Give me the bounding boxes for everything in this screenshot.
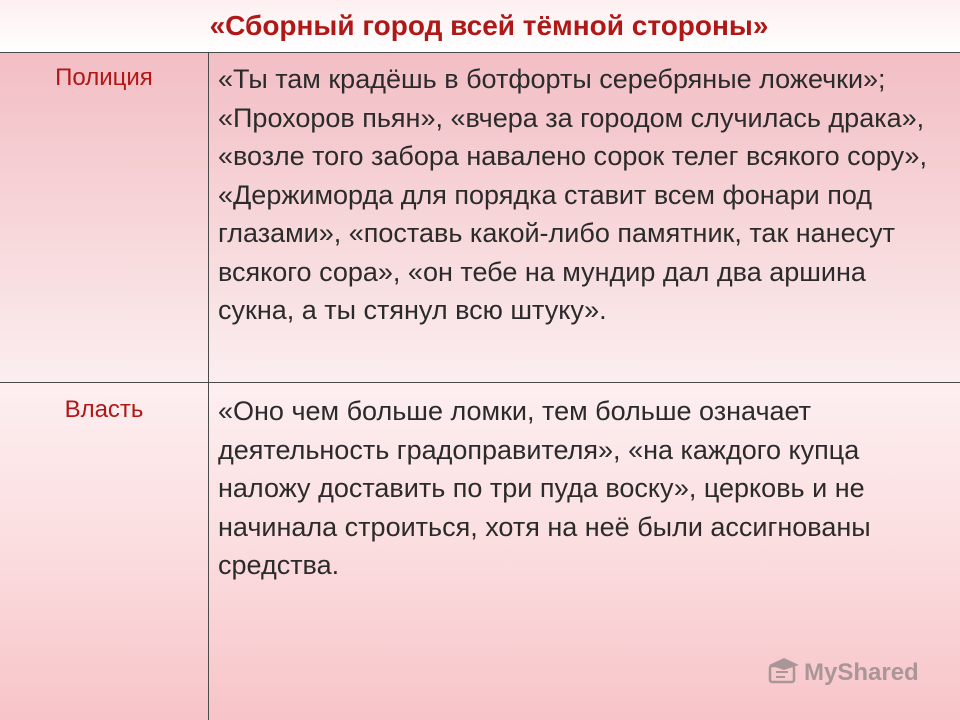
- slide-title: «Сборный город всей тёмной стороны»: [209, 10, 769, 41]
- content-table: [0, 52, 960, 720]
- table-column-divider: [208, 52, 209, 720]
- mortarboard-icon: [768, 656, 800, 689]
- row-text-power: «Оно чем больше ломки, тем больше означает деятельность градоправителя», «на каждого купца наложу доставить по три пуда воску», церковь и не начинала строиться, хотя на неё были ассигнованы средства.: [218, 396, 871, 580]
- row-label-police: Полиция: [55, 64, 153, 91]
- row-text-police: «Ты там крадёшь в ботфорты серебряные ложечки»; «Прохоров пьян», «вчера за городом случилась драка», «возле того забора навалено сорок телег всякого сору», «Держиморда для порядка ставит всем фонари под глазами», «поставь какой-либо памятник, так нанесут всякого сора», «он тебе на мундир дал два аршина сукна, а ты стянул всю штуку».: [218, 64, 927, 325]
- title-bar: [0, 0, 960, 52]
- watermark: [768, 656, 919, 689]
- table-top-border: [0, 52, 960, 53]
- row-label-power: Власть: [64, 396, 144, 423]
- table-row-divider: [0, 382, 960, 383]
- watermark-text: MyShared: [804, 658, 919, 686]
